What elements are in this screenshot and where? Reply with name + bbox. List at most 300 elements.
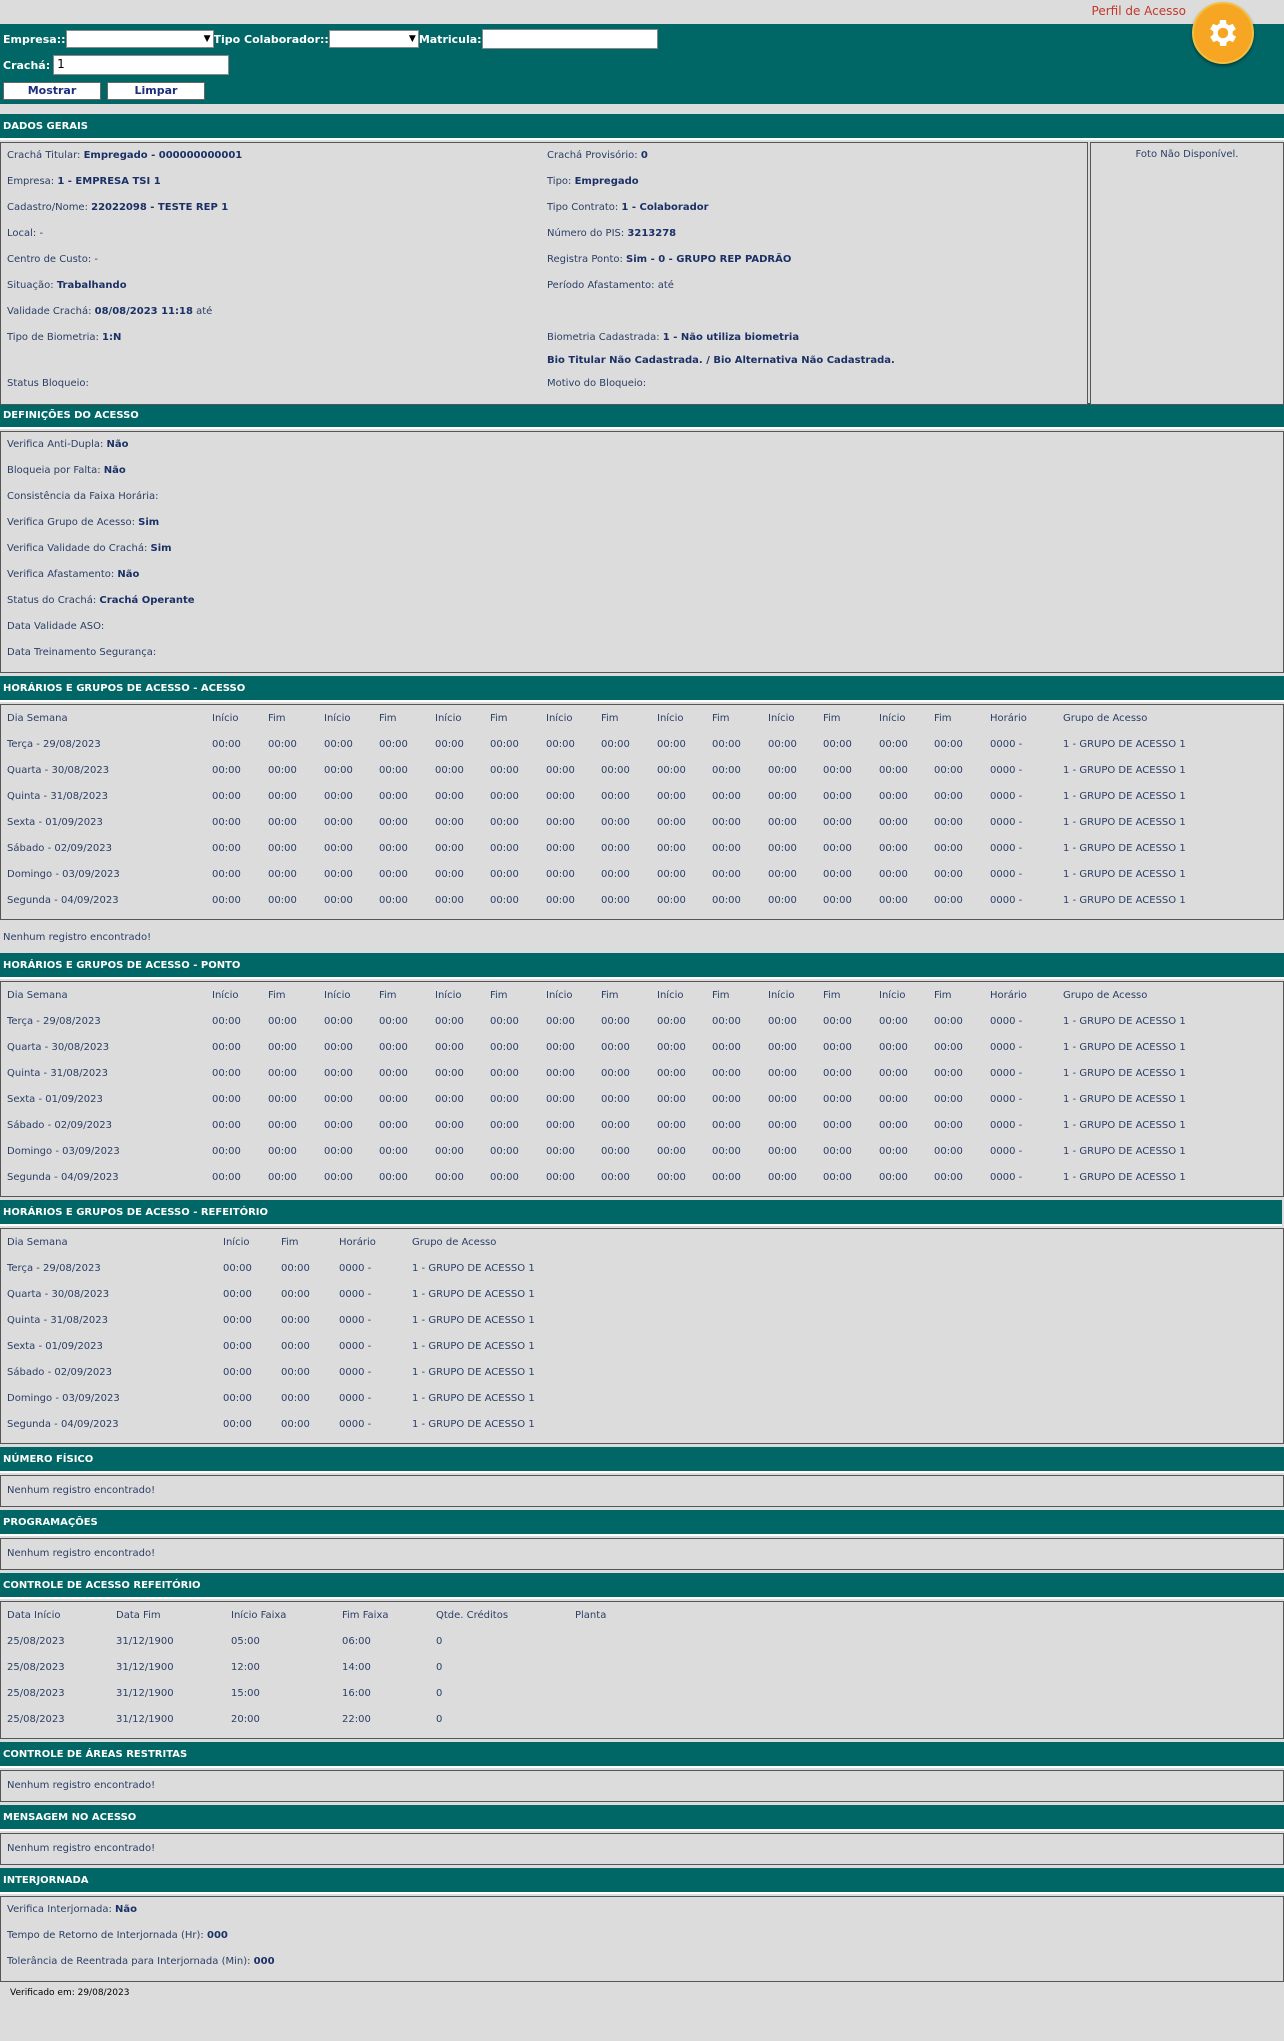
table-cell: 00:00 (712, 1145, 741, 1157)
table-cell: 00:00 (768, 1093, 797, 1105)
table-cell: Terça - 29/08/2023 (7, 738, 101, 750)
table-cell: 00:00 (823, 1119, 852, 1131)
limpar-button[interactable]: Limpar (107, 82, 205, 100)
table-cell: 00:00 (601, 1119, 630, 1131)
photo-box (1090, 142, 1284, 405)
table-cell: 00:00 (379, 1015, 408, 1027)
table-cell: 00:00 (324, 764, 353, 776)
field-label: Empresa: (7, 176, 58, 187)
table-row (1, 809, 1223, 835)
table-cell: 00:00 (712, 738, 741, 750)
table-cell: 00:00 (934, 1119, 963, 1131)
section-horarios-ponto: HORÁRIOS E GRUPOS DE ACESSO - PONTO (0, 953, 1284, 979)
table-cell: 00:00 (601, 842, 630, 854)
table-cell: 31/12/1900 (116, 1661, 174, 1673)
table-cell: 00:00 (324, 790, 353, 802)
table-cell: 00:00 (823, 1041, 852, 1053)
column-header: Fim (823, 712, 841, 724)
table-header-row (1, 1229, 572, 1255)
table-cell: 00:00 (823, 790, 852, 802)
table-row (1, 757, 1223, 783)
table-cell: 00:00 (435, 816, 464, 828)
table-cell: 00:00 (223, 1366, 252, 1378)
table-cell: Segunda - 04/09/2023 (7, 1171, 119, 1183)
table-cell: 00:00 (379, 738, 408, 750)
table-cell: 0000 - (990, 868, 1023, 880)
table-cell: 00:00 (823, 842, 852, 854)
table-cell: 00:00 (281, 1262, 310, 1274)
field-row (541, 169, 1081, 195)
section-dados-gerais: DADOS GERAIS (0, 114, 1284, 140)
top-bar (0, 0, 1284, 24)
table-cell: 1 - GRUPO DE ACESSO 1 (1063, 868, 1186, 880)
table-cell: 0000 - (990, 1041, 1023, 1053)
empresa-label: Empresa:: (3, 32, 66, 46)
dados-gerais-box (0, 142, 1088, 405)
table-cell: 00:00 (223, 1340, 252, 1352)
empresa-select[interactable] (66, 30, 214, 48)
table-cell: 00:00 (601, 1145, 630, 1157)
field-value: 000 (253, 1956, 275, 1967)
dados-gerais-right (541, 143, 1081, 351)
field-label: Consistência da Faixa Horária: (7, 491, 159, 502)
table-cell: 00:00 (823, 816, 852, 828)
table-cell: 00:00 (879, 1119, 908, 1131)
table-cell: 00:00 (601, 1041, 630, 1053)
field-row (1, 640, 1283, 666)
field-label: Data Validade ASO: (7, 621, 105, 632)
table-cell: 00:00 (281, 1392, 310, 1404)
table-row (1, 1060, 1223, 1086)
table-cell: 0000 - (990, 1145, 1023, 1157)
column-header: Horário (990, 712, 1027, 724)
table-row (1, 1385, 572, 1411)
status-bloqueio: Status Bloqueio: (7, 378, 89, 389)
table-cell: 00:00 (879, 738, 908, 750)
table-cell: 00:00 (657, 1171, 686, 1183)
table-cell: 1 - GRUPO DE ACESSO 1 (412, 1262, 535, 1274)
column-header: Início (212, 989, 239, 1001)
field-row (1, 1923, 1283, 1949)
table-cell: 00:00 (268, 1041, 297, 1053)
table-cell: 00:00 (657, 842, 686, 854)
field-value: 1 - EMPRESA TSI 1 (57, 176, 161, 187)
table-cell: 0000 - (990, 894, 1023, 906)
section-horarios-acesso: HORÁRIOS E GRUPOS DE ACESSO - ACESSO (0, 676, 1284, 702)
section-areas-restritas: CONTROLE DE ÁREAS RESTRITAS (0, 1742, 1284, 1768)
table-cell: 00:00 (546, 894, 575, 906)
table-cell: 1 - GRUPO DE ACESSO 1 (1063, 1093, 1186, 1105)
table-cell: 00:00 (934, 1015, 963, 1027)
field-value: 0 (640, 150, 648, 161)
table-cell: 00:00 (657, 790, 686, 802)
table-cell: 00:00 (546, 842, 575, 854)
section-programacoes: PROGRAMAÇÕES (0, 1510, 1284, 1536)
table-cell: 31/12/1900 (116, 1713, 174, 1725)
table-cell: 00:00 (934, 1041, 963, 1053)
field-row (1, 432, 1283, 458)
horarios-ponto-box (0, 981, 1284, 1197)
verified-date: Verificado em: 29/08/2023 (10, 1988, 130, 1998)
table-cell: 00:00 (223, 1418, 252, 1430)
table-cell: Quarta - 30/08/2023 (7, 1041, 110, 1053)
column-header: Fim (601, 712, 619, 724)
column-header: Início (768, 712, 795, 724)
chevron-down-icon: ▼ (203, 34, 211, 44)
table-cell: 00:00 (712, 1041, 741, 1053)
table-cell: 00:00 (379, 1119, 408, 1131)
field-value: Não (115, 1904, 138, 1915)
table-cell: 00:00 (823, 894, 852, 906)
column-header: Horário (339, 1236, 376, 1248)
column-header: Fim (823, 989, 841, 1001)
field-label: Centro de Custo: (7, 254, 95, 265)
field-value: Não (106, 439, 129, 450)
table-cell: Quarta - 30/08/2023 (7, 1288, 110, 1300)
table-cell: 00:00 (324, 1145, 353, 1157)
table-cell: Sábado - 02/09/2023 (7, 1366, 113, 1378)
column-header: Início (879, 989, 906, 1001)
table-cell: 00:00 (768, 1041, 797, 1053)
table-cell: Quarta - 30/08/2023 (7, 764, 110, 776)
table-cell: 0000 - (990, 816, 1023, 828)
table-cell: 0 (436, 1687, 443, 1699)
field-value: 1 - Não utiliza biometria (662, 332, 800, 343)
table-cell: 1 - GRUPO DE ACESSO 1 (1063, 842, 1186, 854)
table-cell: 00:00 (657, 894, 686, 906)
settings-gear-icon[interactable] (1192, 2, 1254, 64)
table-cell: 0000 - (990, 1093, 1023, 1105)
column-header: Fim (712, 712, 730, 724)
table-cell: 00:00 (934, 1067, 963, 1079)
table-cell: 00:00 (281, 1340, 310, 1352)
table-cell: Domingo - 03/09/2023 (7, 868, 120, 880)
field-row (1, 588, 1283, 614)
table-cell: 00:00 (268, 1015, 297, 1027)
table-cell: 00:00 (379, 842, 408, 854)
table-cell: Segunda - 04/09/2023 (7, 1418, 119, 1430)
table-cell: 00:00 (490, 1093, 519, 1105)
table-cell: 1 - GRUPO DE ACESSO 1 (412, 1418, 535, 1430)
field-row (541, 195, 1081, 221)
field-value: - (39, 228, 44, 239)
table-cell: 00:00 (435, 1171, 464, 1183)
field-row (1, 510, 1283, 536)
table-cell: 00:00 (768, 1067, 797, 1079)
table-cell: 00:00 (601, 1067, 630, 1079)
table-cell (575, 1654, 655, 1680)
column-header: Fim (379, 989, 397, 1001)
column-header: Início (657, 989, 684, 1001)
table-cell: 0000 - (339, 1314, 372, 1326)
field-label: Tipo de Biometria: (7, 332, 103, 343)
table-cell: 22:00 (342, 1713, 371, 1725)
table-cell: 00:00 (268, 764, 297, 776)
field-label: Cadastro/Nome: (7, 202, 92, 213)
field-label: Crachá Titular: (7, 150, 84, 161)
column-header: Fim Faixa (342, 1609, 389, 1621)
table-cell: 00:00 (601, 738, 630, 750)
column-header: Fim (490, 989, 508, 1001)
table-cell: 00:00 (268, 790, 297, 802)
table-cell: 00:00 (268, 842, 297, 854)
section-numero-fisico: NÚMERO FÍSICO (0, 1447, 1284, 1473)
table-cell: 00:00 (546, 790, 575, 802)
field-row (1, 169, 541, 195)
areas-restritas-box (0, 1770, 1284, 1802)
table-cell: 00:00 (281, 1418, 310, 1430)
field-row (541, 299, 1081, 325)
field-value: 1 - Colaborador (621, 202, 709, 213)
table-cell: 31/12/1900 (116, 1635, 174, 1647)
table-cell: 00:00 (490, 842, 519, 854)
field-value: Empregado - 000000000001 (83, 150, 243, 161)
field-row (1, 484, 1283, 510)
field-label: Local: (7, 228, 40, 239)
table-row (1, 1359, 572, 1385)
table-cell: 00:00 (324, 842, 353, 854)
table-cell: 00:00 (823, 764, 852, 776)
table-row (1, 1034, 1223, 1060)
table-cell: 16:00 (342, 1687, 371, 1699)
table-cell: 00:00 (879, 1093, 908, 1105)
table-cell: 00:00 (657, 1119, 686, 1131)
table-cell: 00:00 (823, 1015, 852, 1027)
table-cell: 00:00 (379, 1041, 408, 1053)
mensagem-acesso-box (0, 1833, 1284, 1865)
table-cell: 1 - GRUPO DE ACESSO 1 (1063, 764, 1186, 776)
field-label: Data Treinamento Segurança: (7, 647, 157, 658)
column-header: Início (324, 989, 351, 1001)
table-cell: 00:00 (490, 738, 519, 750)
column-header: Início Faixa (231, 1609, 287, 1621)
table-cell: 1 - GRUPO DE ACESSO 1 (1063, 738, 1186, 750)
table-cell: 00:00 (212, 842, 241, 854)
table-cell: Segunda - 04/09/2023 (7, 894, 119, 906)
field-label: Número do PIS: (547, 228, 628, 239)
table-cell: 00:00 (268, 1093, 297, 1105)
table-cell: 00:00 (379, 1171, 408, 1183)
table-cell: 05:00 (231, 1635, 260, 1647)
table-header-row (1, 982, 1223, 1008)
table-cell: 1 - GRUPO DE ACESSO 1 (1063, 894, 1186, 906)
table-cell: 00:00 (657, 764, 686, 776)
placeholder-cell (1, 351, 541, 371)
table-cell: 00:00 (934, 764, 963, 776)
table-row (1, 1680, 655, 1706)
column-header: Início (212, 712, 239, 724)
table-cell: 00:00 (324, 1067, 353, 1079)
table-cell: 00:00 (823, 868, 852, 880)
table-cell: 00:00 (546, 1015, 575, 1027)
table-cell: 00:00 (268, 738, 297, 750)
table-cell: 00:00 (546, 816, 575, 828)
bio-status: Bio Titular Não Cadastrada. / Bio Alternativa Não Cadastrada. (547, 355, 895, 366)
table-cell: 00:00 (712, 1119, 741, 1131)
table-cell: 00:00 (712, 816, 741, 828)
mostrar-button[interactable]: Mostrar (3, 82, 101, 100)
table-cell: 14:00 (342, 1661, 371, 1673)
table-cell: 0000 - (990, 1119, 1023, 1131)
table-cell: 00:00 (934, 1145, 963, 1157)
table-cell: 00:00 (379, 1093, 408, 1105)
column-header: Início (223, 1236, 250, 1248)
table-cell: 00:00 (879, 1067, 908, 1079)
field-value: Trabalhando (56, 280, 127, 291)
column-header: Dia Semana (7, 1236, 68, 1248)
table-cell: 00:00 (879, 764, 908, 776)
field-label: Verifica Afastamento: (7, 569, 118, 580)
field-row (1, 1897, 1283, 1923)
table-cell: 0000 - (990, 738, 1023, 750)
table-cell: 0000 - (339, 1366, 372, 1378)
table-row (1, 783, 1223, 809)
table-cell: 1 - GRUPO DE ACESSO 1 (412, 1314, 535, 1326)
column-header: Fim (268, 989, 286, 1001)
table-cell: Sexta - 01/09/2023 (7, 1340, 103, 1352)
table-cell: 00:00 (934, 1093, 963, 1105)
field-value: Empregado (574, 176, 639, 187)
table-cell: 0000 - (339, 1340, 372, 1352)
table-cell: 25/08/2023 (7, 1635, 65, 1647)
perfil-acesso-link[interactable]: Perfil de Acesso (1091, 4, 1186, 18)
table-cell: 31/12/1900 (116, 1687, 174, 1699)
field-suffix: até (192, 306, 213, 317)
column-header: Fim (934, 989, 952, 1001)
motivo-bloqueio: Motivo do Bloqueio: (547, 378, 647, 389)
matricula-input[interactable] (482, 29, 658, 49)
programacoes-empty: Nenhum registro encontrado! (7, 1548, 156, 1559)
table-cell: 00:00 (657, 816, 686, 828)
table-cell: 00:00 (212, 1067, 241, 1079)
table-cell: 00:00 (768, 1145, 797, 1157)
field-value: 1:N (102, 332, 122, 343)
table-cell: 00:00 (934, 1171, 963, 1183)
table-cell: 00:00 (490, 1145, 519, 1157)
dados-gerais-left (1, 143, 541, 351)
column-header: Início (435, 989, 462, 1001)
table-cell: 1 - GRUPO DE ACESSO 1 (412, 1340, 535, 1352)
horarios-acesso-table (1, 705, 1223, 913)
table-cell: 00:00 (490, 764, 519, 776)
table-cell: 00:00 (324, 1015, 353, 1027)
table-cell: 00:00 (768, 868, 797, 880)
column-header: Início (546, 712, 573, 724)
table-cell: 00:00 (435, 790, 464, 802)
field-label: Tolerância de Reentrada para Interjornada (Min): (7, 1956, 254, 1967)
table-cell: 00:00 (324, 1041, 353, 1053)
table-cell: 00:00 (324, 738, 353, 750)
table-cell: 1 - GRUPO DE ACESSO 1 (1063, 1145, 1186, 1157)
field-row (1, 562, 1283, 588)
table-cell (575, 1680, 655, 1706)
cracha-label: Crachá: (3, 58, 51, 72)
table-row (1, 861, 1223, 887)
field-label: Validade Crachá: (7, 306, 95, 317)
table-cell: 12:00 (231, 1661, 260, 1673)
column-header: Fim (934, 712, 952, 724)
table-row (1, 1112, 1223, 1138)
table-cell: 00:00 (324, 1119, 353, 1131)
table-cell: 00:00 (268, 1067, 297, 1079)
field-label: Status do Crachá: (7, 595, 100, 606)
field-label: Tipo Contrato: (547, 202, 622, 213)
field-value: Sim (138, 517, 160, 528)
field-label: Biometria Cadastrada: (547, 332, 663, 343)
table-cell: 00:00 (823, 1067, 852, 1079)
table-cell: 00:00 (712, 1171, 741, 1183)
table-cell: 00:00 (379, 1067, 408, 1079)
tipo-colaborador-select[interactable] (329, 30, 419, 48)
table-cell: 1 - GRUPO DE ACESSO 1 (1063, 1015, 1186, 1027)
table-cell: 00:00 (268, 1145, 297, 1157)
interjornada-box (0, 1896, 1284, 1982)
table-cell: Quinta - 31/08/2023 (7, 1314, 108, 1326)
field-row (1, 143, 541, 169)
table-row (1, 1654, 655, 1680)
field-label: Período Afastamento: (547, 280, 658, 291)
cracha-input[interactable]: 1 (53, 55, 229, 75)
table-row (1, 887, 1223, 913)
column-header: Grupo de Acesso (1063, 989, 1148, 1001)
field-row (1, 614, 1283, 640)
field-value: 08/08/2023 11:18 (94, 306, 193, 317)
field-label: Tipo: (547, 176, 575, 187)
table-cell: 1 - GRUPO DE ACESSO 1 (1063, 1171, 1186, 1183)
table-cell: 00:00 (223, 1392, 252, 1404)
field-row (1, 325, 541, 351)
table-cell: 00:00 (546, 1067, 575, 1079)
table-cell: 00:00 (435, 1015, 464, 1027)
table-header-row (1, 1602, 655, 1628)
horarios-ponto-table (1, 982, 1223, 1190)
table-cell: Sexta - 01/09/2023 (7, 1093, 103, 1105)
field-label: Verifica Interjornada: (7, 1904, 116, 1915)
table-cell: 00:00 (768, 1015, 797, 1027)
table-cell: 15:00 (231, 1687, 260, 1699)
field-value: Sim (150, 543, 172, 554)
table-cell: 00:00 (223, 1288, 252, 1300)
column-header: Planta (575, 1609, 607, 1621)
table-cell: 1 - GRUPO DE ACESSO 1 (412, 1366, 535, 1378)
column-header: Qtde. Créditos (436, 1609, 509, 1621)
table-cell: 00:00 (546, 764, 575, 776)
field-value: 3213278 (627, 228, 677, 239)
column-header: Início (879, 712, 906, 724)
column-header: Grupo de Acesso (1063, 712, 1148, 724)
table-cell: 00:00 (934, 842, 963, 854)
table-cell: 00:00 (601, 894, 630, 906)
table-cell: 00:00 (934, 894, 963, 906)
table-cell: 00:00 (212, 1015, 241, 1027)
table-row (1, 731, 1223, 757)
table-cell: 00:00 (657, 1093, 686, 1105)
table-cell: 0000 - (339, 1288, 372, 1300)
table-cell: 00:00 (490, 1041, 519, 1053)
table-cell: 00:00 (879, 816, 908, 828)
column-header: Data Fim (116, 1609, 161, 1621)
table-cell: 00:00 (379, 894, 408, 906)
table-cell: 00:00 (768, 1119, 797, 1131)
field-row (541, 143, 1081, 169)
table-cell: 00:00 (490, 1067, 519, 1079)
table-cell: 00:00 (601, 764, 630, 776)
table-cell: 00:00 (268, 1171, 297, 1183)
table-cell: 00:00 (601, 1171, 630, 1183)
field-value: Sim - 0 - GRUPO REP PADRÃO (626, 254, 792, 265)
table-cell: 00:00 (268, 816, 297, 828)
table-cell: 00:00 (324, 1171, 353, 1183)
